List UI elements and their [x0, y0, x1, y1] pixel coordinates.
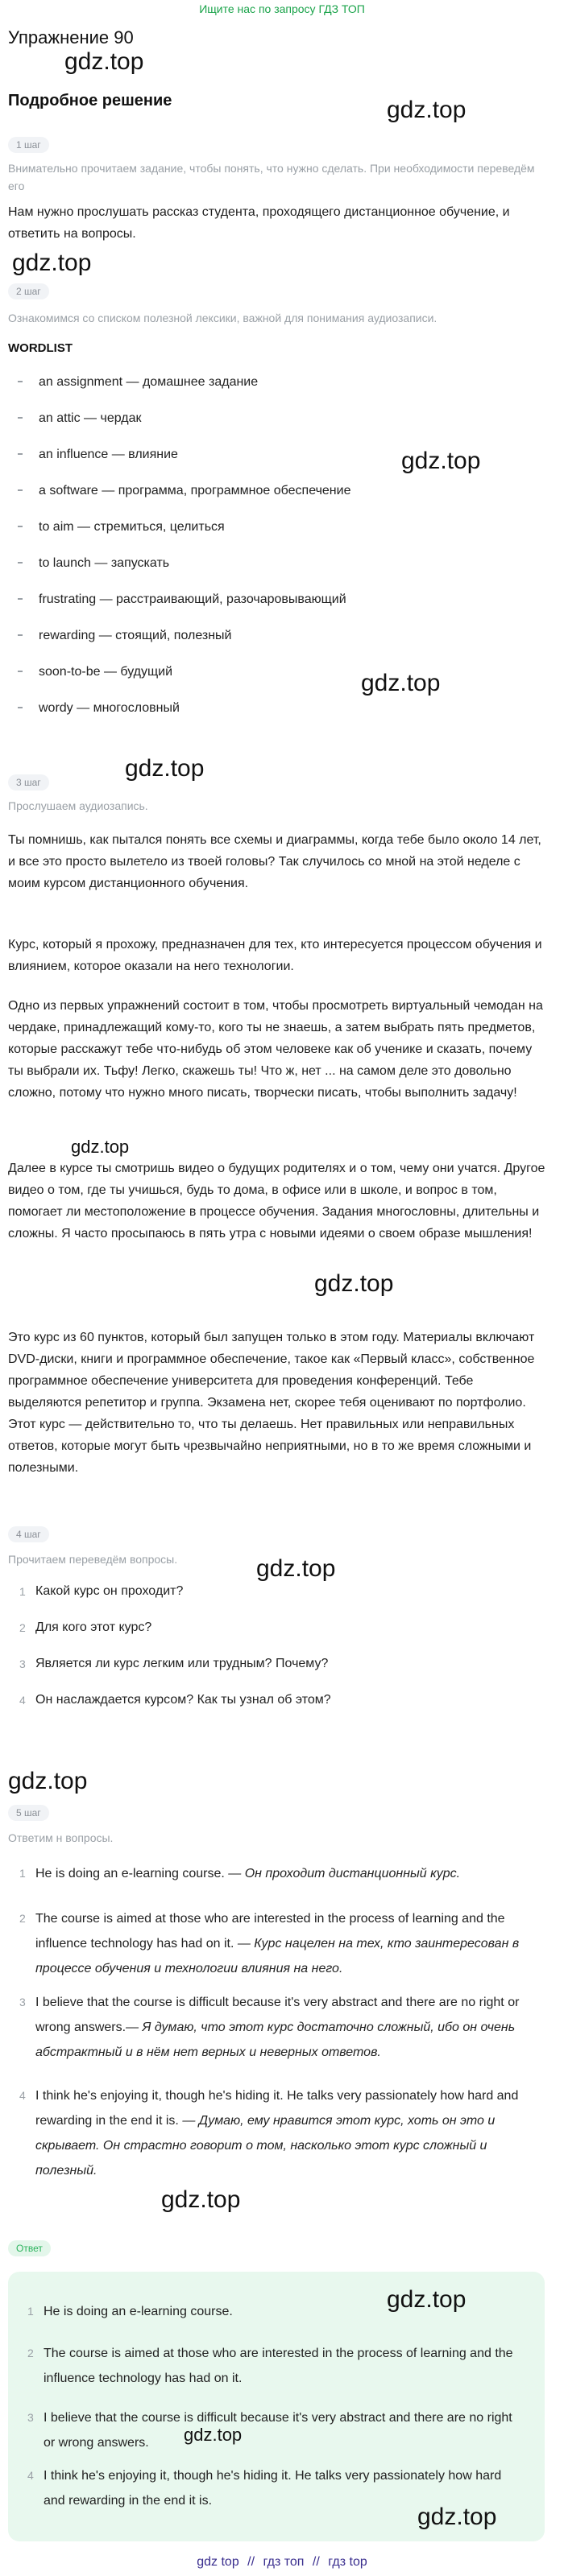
watermark: gdz.top	[401, 448, 481, 474]
list-item: frustrating — расстраивающий, разочаровывающий	[8, 591, 548, 627]
question-text: Является ли курс легким или трудным? Почему?	[35, 1657, 329, 1670]
watermark: gdz.top	[387, 2286, 467, 2313]
item-number: 2	[27, 2347, 34, 2359]
story-paragraph: Ты помнишь, как пытался понять все схемы и диаграммы, когда тебе было около 14 лет, и все это просто вылетело из твоей головы? Так случилось со мной на этой неделе с моим курсом дистанционного обучения.	[8, 833, 541, 890]
answer-english: The course is aimed at those who are interested in the process of learning and the influence technology has had on it.	[35, 1912, 505, 1951]
list-item	[8, 1691, 548, 1728]
list-item: rewarding — стоящий, полезный	[8, 627, 548, 663]
page-title: Упражнение 90	[8, 27, 134, 47]
final-answer-text: He is doing an e-learning course.	[44, 2305, 233, 2318]
list-item	[16, 2341, 524, 2405]
watermark: gdz.top	[361, 670, 441, 696]
list-item: to launch — запускать	[8, 555, 548, 591]
step-note: Прочитаем переведём вопросы.	[8, 1553, 178, 1566]
final-answer-text: The course is aimed at those who are interested in the process of learning and the influence technology has had on it.	[44, 2347, 513, 2385]
item-number: 1	[27, 2305, 34, 2318]
step-note: Ответим н вопросы.	[8, 1831, 114, 1844]
step-note: Ознакомимся со списком полезной лексики, важной для понимания аудиозаписи.	[8, 312, 438, 324]
search-banner[interactable]: Ищите нас по запросу ГДЗ ТОП	[199, 2, 365, 15]
story-paragraph: Курс, который я прохожу, предназначен для тех, кто интересуется процессом обучения и влиянием, которое оказали на него технологии.	[8, 938, 542, 973]
step-badge: 3 шаг	[8, 774, 49, 791]
step-badge: 4 шаг	[8, 1526, 49, 1542]
watermark: gdz.top	[64, 48, 144, 75]
item-number: 3	[19, 1657, 26, 1670]
item-number: 2	[19, 1621, 26, 1634]
watermark: gdz.top	[314, 1270, 394, 1297]
answer-english: He is doing an e-learning course.	[35, 1867, 225, 1880]
step-badge: 2 шаг	[8, 283, 49, 299]
item-number: 3	[19, 1996, 26, 2008]
footer-links	[0, 2555, 564, 2570]
watermark: gdz.top	[71, 1137, 130, 1157]
list-item	[8, 1619, 548, 1655]
watermark: gdz.top	[417, 2504, 497, 2530]
watermark: gdz.top	[256, 1555, 336, 1582]
question-text: Какой курс он проходит?	[35, 1584, 184, 1598]
story-paragraph: Это курс из 60 пунктов, который был запущен только в этом году. Материалы включают DVD-диски, книги и программное обеспечение, такое как «Первый класс», собственное программное обеспечение университета для проведения конференций. Тебе выделяются репетитор и группа. Экзамена нет, скорее тебя оценивают по портфолио. Этот курс — действительно то, что ты делаешь. Нет правильных или неправильных ответов, которые могут быть чрезвычайно неприятными, но в то же время сложными и полезными.	[8, 1331, 535, 1475]
question-text: Он наслаждается курсом? Как ты узнал об этом?	[35, 1693, 331, 1707]
step-note: Внимательно прочитаем задание, чтобы понять, что нужно сделать. При необходимости переведём его	[8, 162, 535, 192]
item-number: 4	[19, 1694, 26, 1707]
list-item: an assignment — домашнее задание	[8, 374, 548, 410]
watermark: gdz.top	[184, 2425, 243, 2445]
list-item: wordy — многословный	[8, 700, 548, 736]
answers-list	[8, 1861, 540, 2188]
final-answers-list	[16, 2299, 524, 2521]
list-item: an influence — влияние	[8, 446, 548, 482]
item-number: 4	[27, 2469, 34, 2482]
question-text: Для кого этот курс?	[35, 1620, 152, 1634]
answer-russian: — Я думаю, что этот курс достаточно сложный, ибо он очень абстрактный и в нём нет верных и неверных ответов.	[35, 2021, 516, 2059]
footer-link[interactable]: гдз топ	[263, 2555, 305, 2569]
story-paragraph: Далее в курсе ты смотришь видео о будущих родителях и о том, чему они учатся. Другое видео о том, где ты учишься, будь то дома, в офисе или в школе, и вопрос в том, помогает ли местоположение в процессе обучения. Задания многословны, длительны и сложны. Я часто просыпаюсь в пять утра с новыми идеями о своем образе мышления!	[8, 1162, 545, 1241]
watermark: gdz.top	[387, 97, 467, 123]
step-note: Прослушаем аудиозапись.	[8, 799, 148, 812]
item-number: 2	[19, 1912, 26, 1925]
wordlist-heading: WORDLIST	[8, 341, 73, 355]
wordlist	[8, 374, 548, 736]
list-item: a software — программа, программное обеспечение	[8, 482, 548, 518]
answer-english: I think he's enjoying it, though he's hiding it. He talks very passionately how hard and rewarding in the end it is.	[35, 2089, 519, 2128]
answer-russian: — Он проходит дистанционный курс.	[224, 1867, 461, 1880]
watermark: gdz.top	[8, 1768, 88, 1794]
list-item	[8, 1655, 548, 1691]
footer-link[interactable]: gdz top	[197, 2555, 239, 2569]
watermark: gdz.top	[161, 2186, 241, 2213]
answer-russian: — Думаю, ему нравится этот курс, хоть он это и скрывает. Он страстно говорит о том, насколько этот курс сложный и полезный.	[35, 2114, 496, 2178]
list-item	[8, 1990, 540, 2083]
item-number: 4	[19, 2089, 26, 2102]
final-answer-text: I believe that the course is difficult because it's very abstract and there are no right or wrong answers.	[44, 2411, 512, 2450]
list-item: an attic — чердак	[8, 410, 548, 446]
step-text: Нам нужно прослушать рассказ студента, проходящего дистанционное обучение, и ответить на вопросы.	[8, 205, 510, 241]
final-answer-text: I think he's enjoying it, though he's hiding it. He talks very passionately how hard and rewarding in the end it is.	[44, 2469, 502, 2508]
answer-badge: Ответ	[8, 2240, 51, 2256]
item-number: 3	[27, 2411, 34, 2424]
list-item	[8, 1906, 540, 1990]
footer-link[interactable]: гдз top	[328, 2555, 367, 2569]
list-item: to aim — стремиться, целиться	[8, 518, 548, 555]
solution-heading: Подробное решение	[8, 92, 172, 109]
list-item: soon-to-be — будущий	[8, 663, 548, 700]
step-badge: 1 шаг	[8, 137, 49, 153]
step-badge: 5 шаг	[8, 1805, 49, 1821]
item-number: 1	[19, 1867, 26, 1880]
watermark: gdz.top	[12, 250, 92, 276]
list-item	[8, 1583, 548, 1619]
watermark: gdz.top	[125, 755, 205, 782]
list-item	[8, 1861, 540, 1906]
list-item	[16, 2405, 524, 2463]
story-paragraph: Одно из первых упражнений состоит в том, чтобы просмотреть виртуальный чемодан на чердаке, принадлежащий кому-то, кого ты не знаешь, а затем выбрать пять предметов, которые расскажут тебе что-нибудь об этом человеке как об ученике и сказать, почему ты выбрали их. Тьфу! Легко, скажешь ты! Что ж, нет ... на самом деле это довольно сложно, потому что нужно много писать, творчески писать, чтобы выполнить задачу!	[8, 999, 543, 1100]
answer-russian: — Курс нацелен на тех, кто заинтересован в процессе обучения и технологии влияния на него.	[35, 1937, 520, 1975]
item-number: 1	[19, 1585, 26, 1598]
list-item	[8, 2083, 540, 2188]
footer-separator: //	[312, 2555, 320, 2569]
questions-list	[8, 1583, 548, 1728]
answer-english: I believe that the course is difficult because it's very abstract and there are no right or wrong answers.	[35, 1996, 520, 2034]
footer-separator: //	[247, 2555, 255, 2569]
